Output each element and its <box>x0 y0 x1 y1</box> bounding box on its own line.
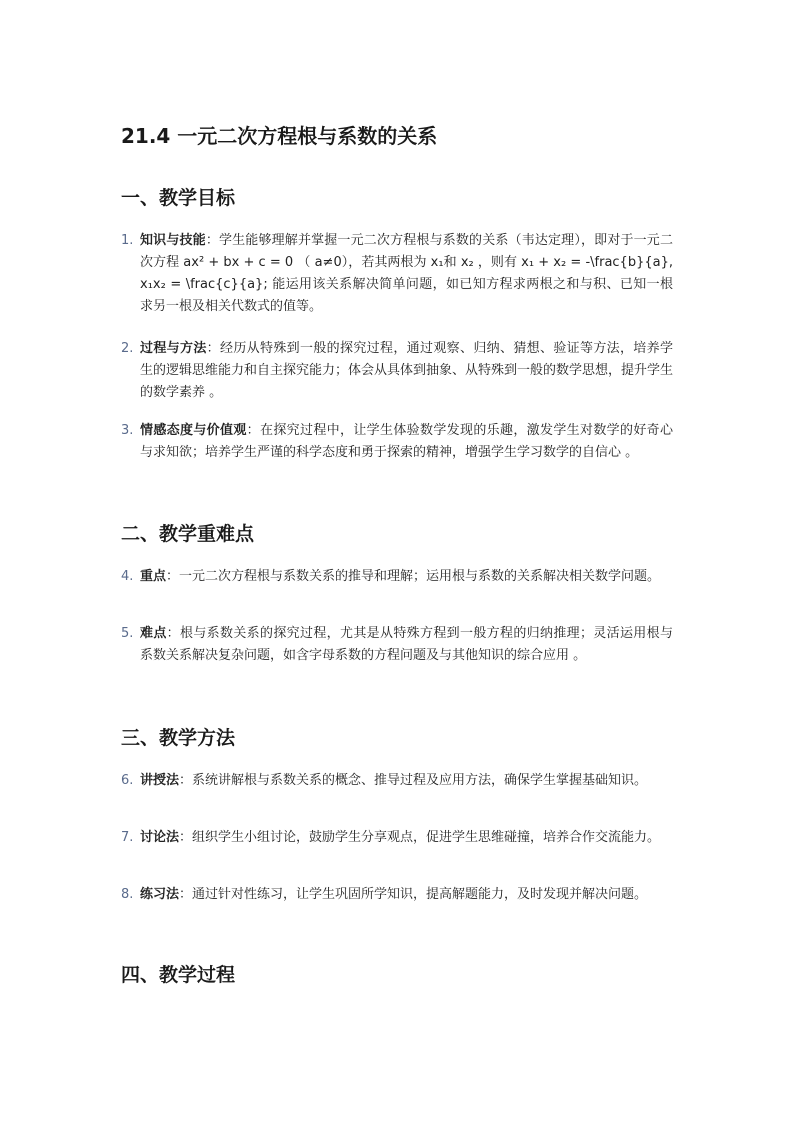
list-item <box>121 420 673 464</box>
list-item-text: 一元二次方程根与系数关系的推导和理解；运用根与系数的关系解决相关数学问题。 <box>179 569 661 584</box>
list-item-separator: ： <box>179 830 193 845</box>
section-heading-methods: 三、教学方法 <box>121 727 236 749</box>
list-item-number: 8. <box>121 887 134 902</box>
list-item-text: 根与系数关系的探究过程，尤其是从特殊方程到一般方程的归纳推理；灵活运用根与系数关系解决复杂问题，如含字母系数的方程问题及与其他知识的综合应用 。 <box>140 626 673 663</box>
list-item-number: 7. <box>121 830 134 845</box>
list-item <box>121 884 673 906</box>
list-item-number: 6. <box>121 773 134 788</box>
list-item-term: 重点 <box>140 569 167 584</box>
list-item-text: 通过针对性练习，让学生巩固所学知识，提高解题能力，及时发现并解决问题。 <box>192 887 648 902</box>
list-item-number: 3. <box>121 423 134 438</box>
list-item <box>121 566 673 588</box>
list-item-term: 过程与方法 <box>140 341 207 356</box>
list-item <box>121 623 673 667</box>
list-item-number: 4. <box>121 569 134 584</box>
list-item-number: 1. <box>121 233 134 248</box>
list-item-separator: ： <box>179 887 193 902</box>
list-item <box>121 338 673 404</box>
list-item-number: 5. <box>121 626 134 641</box>
section-heading-process: 四、教学过程 <box>121 964 236 986</box>
page-title: 21.4 一元二次方程根与系数的关系 <box>121 124 438 148</box>
list-item-separator: ： <box>166 569 180 584</box>
list-item-term: 知识与技能 <box>140 233 206 248</box>
list-item-separator: ： <box>179 773 193 788</box>
list-item-text: 学生能够理解并掌握一元二次方程根与系数的关系（韦达定理），即对于一元二次方程 ax² + bx + c = 0 （ a≠0），若其两根为 x₁和 x₂ ，则有 x₁ + x₂ = -\frac{b}{a}, x₁x₂ = \frac{c}{a}; 能运用该关系解决简单问题，如已知方程求两根之和与积、已知一根求另一根及相关代数式的值等。 <box>140 233 673 314</box>
list-item-term: 难点 <box>140 626 167 641</box>
list-item-text: 系统讲解根与系数关系的概念、推导过程及应用方法，确保学生掌握基础知识。 <box>192 773 648 788</box>
list-item-separator: ： <box>166 626 181 641</box>
list-item-term: 讨论法 <box>140 830 180 845</box>
list-item <box>121 770 673 792</box>
list-item <box>121 827 673 849</box>
section-heading-key-points: 二、教学重难点 <box>121 523 255 545</box>
list-item-text: 在探究过程中，让学生体验数学发现的乐趣，激发学生对数学的好奇心与求知欲；培养学生严谨的科学态度和勇于探索的精神，增强学生学习数学的自信心 。 <box>140 423 673 460</box>
list-item-separator: ： <box>246 423 261 438</box>
list-item <box>121 230 673 318</box>
list-item-number: 2. <box>121 341 134 356</box>
list-item-term: 练习法 <box>140 887 180 902</box>
list-item-separator: ： <box>206 341 221 356</box>
list-item-text: 经历从特殊到一般的探究过程，通过观察、归纳、猜想、验证等方法，培养学生的逻辑思维能力和自主探究能力；体会从具体到抽象、从特殊到一般的数学思想，提升学生的数学素养 。 <box>140 341 674 400</box>
list-item-term: 讲授法 <box>140 773 180 788</box>
section-heading-objectives: 一、教学目标 <box>121 187 236 209</box>
list-item-separator: ： <box>205 233 219 248</box>
list-item-text: 组织学生小组讨论，鼓励学生分享观点，促进学生思维碰撞，培养合作交流能力。 <box>192 830 661 845</box>
list-item-term: 情感态度与价值观 <box>140 423 247 438</box>
